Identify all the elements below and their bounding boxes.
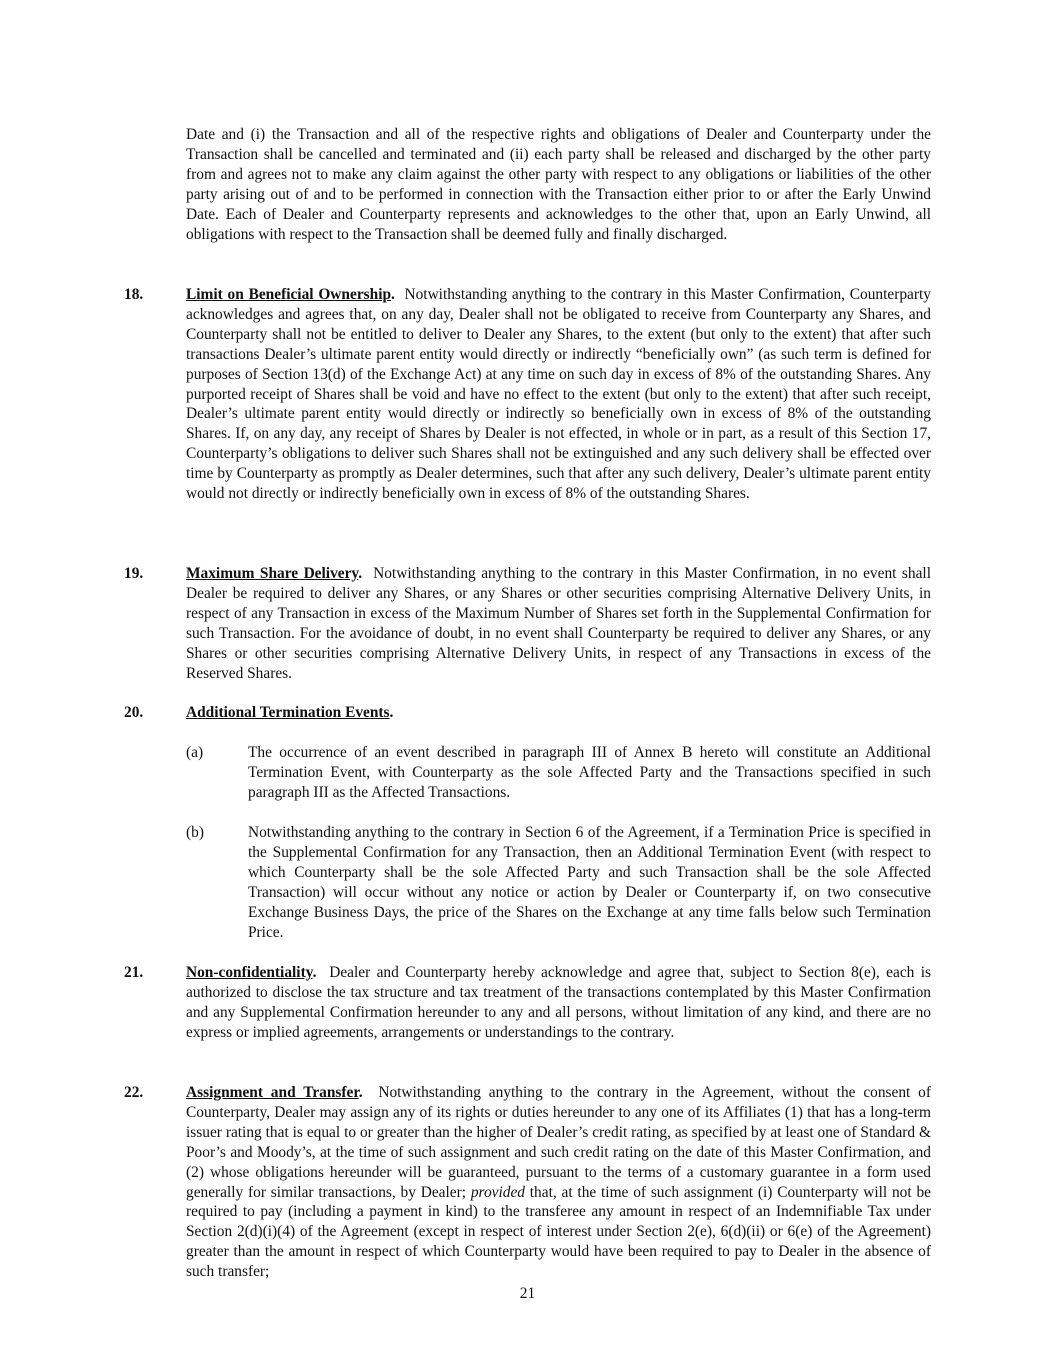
section-19-number: 19. — [124, 565, 144, 582]
section-20: Additional Termination Events. — [186, 704, 394, 721]
section-22-body-after: that, at the time of such assignment (i) Counterparty will not be required to pay (including a payment in kind) to the transferee any amount in respect of an Indemnifiable Tax under Section 2(d)(i)(4) of the Agreement (except in respect of interest under Section 2(e), 6(d)(ii) or 6(e) of the Agreement) greater than the amount in respect of which Counterparty would have been required to pay to Dealer in the absence of such transfer; — [186, 1183, 931, 1281]
section-22-number: 22. — [124, 1084, 144, 1101]
section-20a-label: (a) — [186, 744, 204, 761]
section-18: Limit on Beneficial Ownership. Notwithstanding anything to the contrary in this Master Confirmation, Counterparty acknowledges and agrees that, on any day, Dealer shall not be obligated to receive from Counterparty any Shares, and Counterparty shall not be entitled to deliver to Dealer any Shares, to the extent (but only to the extent) that after such transactions Dealer’s ultimate parent entity would directly or indirectly “beneficially own” (as such term is defined for purposes of Section 13(d) of the Exchange Act) at any time on such day in excess of 8% of the outstanding Shares. Any purported receipt of Shares shall be void and have no effect to the extent (but only to the extent) that after such receipt, Dealer’s ultimate parent entity would directly or indirectly so beneficially own in excess of 8% of the outstanding Shares. If, on any day, any receipt of Shares by Dealer is not effected, in whole or in part, as a result of this Section 17, Counterparty’s obligations to deliver such Shares shall not be extinguished and any such delivery shall be effected over time by Counterparty as promptly as Dealer determines, such that after any such delivery, Dealer’s ultimate parent entity would not directly or indirectly beneficially own in excess of 8% of the outstanding Shares. — [186, 286, 931, 503]
section-20a-text: The occurrence of an event described in paragraph III of Annex B hereto will constitute an Additional Termination Event, with Counterparty as the sole Affected Party and the Transactions specified in such paragraph III as the Affected Transactions. — [248, 744, 931, 801]
section-18-title: Limit on Beneficial Ownership — [186, 286, 392, 303]
section-20-title: Additional Termination Events — [186, 704, 390, 721]
section-19-title: Maximum Share Delivery — [186, 565, 359, 582]
section-20b-label: (b) — [186, 824, 204, 841]
section-18-number: 18. — [124, 286, 144, 303]
section-21-body: Dealer and Counterparty hereby acknowledge and agree that, subject to Section 8(e), each is authorized to disclose the tax structure and tax treatment of the transactions contemplated by this Master Confirmation and any Supplemental Confirmation hereunder to any and all persons, without limitation of any kind, and there are no express or implied agreements, arrangements or understandings to the contrary. — [186, 964, 931, 1041]
section-22-body-italic: provided — [470, 1183, 525, 1201]
section-22-body-before: Notwithstanding anything to the contrary in the Agreement, without the consent of Counterparty, Dealer may assign any of its rights or duties hereunder to any one of its Affiliates (1) that has a long-term issuer rating that is equal to or greater than the higher of Dealer’s credit rating, as specified by at least one of Standard & Poor’s and Moody’s, at the time of such assignment and such credit rating on the date of this Master Confirmation, and (2) whose obligations hereunder will be guaranteed, pursuant to the terms of a customary guarantee in a form used generally for similar transactions, by Dealer; — [186, 1084, 931, 1201]
section-20-number: 20. — [124, 704, 144, 721]
intro-paragraph: Date and (i) the Transaction and all of the respective rights and obligations of Dealer and Counterparty under the Transaction shall be cancelled and terminated and (ii) each party shall be released and discharged by the other party from and agrees not to make any claim against the other party with respect to any obligations or liabilities of the other party arising out of and to be performed in connection with the Transaction either prior to or after the Early Unwind Date. Each of Dealer and Counterparty represents and acknowledges to the other that, upon an Early Unwind, all obligations with respect to the Transaction shall be deemed fully and finally discharged. — [186, 126, 931, 243]
section-21-number: 21. — [124, 964, 144, 981]
section-21: Non-confidentiality. Dealer and Counterparty hereby acknowledge and agree that, subject to Section 8(e), each is authorized to disclose the tax structure and tax treatment of the transactions contemplated by this Master Confirmation and any Supplemental Confirmation hereunder to any and all persons, without limitation of any kind, and there are no express or implied agreements, arrangements or understandings to the contrary. — [186, 964, 931, 1041]
section-20b-text: Notwithstanding anything to the contrary in Section 6 of the Agreement, if a Termination Price is specified in the Supplemental Confirmation for any Transaction, then an Additional Termination Event (with respect to which Counterparty shall be the sole Affected Party and such Transaction shall be the sole Affected Transaction) will occur without any notice or action by Dealer or Counterparty if, on two consecutive Exchange Business Days, the price of the Shares on the Exchange at any time falls below such Termination Price. — [248, 824, 931, 941]
section-18-body: Notwithstanding anything to the contrary in this Master Confirmation, Counterparty acknowledges and agrees that, on any day, Dealer shall not be obligated to receive from Counterparty any Shares, and Counterparty shall not be entitled to deliver to Dealer any Shares, to the extent (but only to the extent) that after such transactions Dealer’s ultimate parent entity would directly or indirectly “beneficially own” (as such term is defined for purposes of Section 13(d) of the Exchange Act) at any time on such day in excess of 8% of the outstanding Shares. Any purported receipt of Shares shall be void and have no effect to the extent (but only to the extent) that after such receipt, Dealer’s ultimate parent entity would directly or indirectly so beneficially own in excess of 8% of the outstanding Shares. If, on any day, any receipt of Shares by Dealer is not effected, in whole or in part, as a result of this Section 17, Counterparty’s obligations to deliver such Shares shall not be extinguished and any such delivery shall be effected over time by Counterparty as promptly as Dealer determines, such that after any such delivery, Dealer’s ultimate parent entity would not directly or indirectly beneficially own in excess of 8% of the outstanding Shares. — [186, 286, 931, 503]
section-19-body: Notwithstanding anything to the contrary in this Master Confirmation, in no event shall Dealer be required to deliver any Shares, or any Shares or other securities comprising Alternative Delivery Units, in respect of any Transaction in excess of the Maximum Number of Shares set forth in the Supplemental Confirmation for such Transaction. For the avoidance of doubt, in no event shall Counterparty be required to deliver any Shares, or any Shares or other securities comprising Alternative Delivery Units, in respect of any Transactions in excess of the Reserved Shares. — [186, 565, 931, 682]
section-22: Assignment and Transfer. Notwithstanding anything to the contrary in the Agreement, without the consent of Counterparty, Dealer may assign any of its rights or duties hereunder to any one of its Affiliates (1) that has a long-term issuer rating that is equal to or greater than the higher of Dealer’s credit rating, as specified by at least one of Standard & Poor’s and Moody’s, at the time of such assignment and such credit rating on the date of this Master Confirmation, and (2) whose obligations hereunder will be guaranteed, pursuant to the terms of a customary guarantee in a form used generally for similar transactions, by Dealer; provided that, at the time of such assignment (i) Counterparty will not be required to pay (including a payment in kind) to the transferee any amount in respect of an Indemnifiable Tax under Section 2(d)(i)(4) of the Agreement (except in respect of interest under Section 2(e), 6(d)(ii) or 6(e) of the Agreement) greater than the amount in respect of which Counterparty would have been required to pay to Dealer in the absence of such transfer; — [186, 1084, 931, 1281]
section-22-title: Assignment and Transfer — [186, 1084, 359, 1101]
section-21-title: Non-confidentiality — [186, 964, 313, 981]
section-19: Maximum Share Delivery. Notwithstanding anything to the contrary in this Master Confirmation, in no event shall Dealer be required to deliver any Shares, or any Shares or other securities comprising Alternative Delivery Units, in respect of any Transaction in excess of the Maximum Number of Shares set forth in the Supplemental Confirmation for such Transaction. For the avoidance of doubt, in no event shall Counterparty be required to deliver any Shares, or any Shares or other securities comprising Alternative Delivery Units, in respect of any Transactions in excess of the Reserved Shares. — [186, 565, 931, 682]
page-number: 21 — [519, 1285, 536, 1302]
